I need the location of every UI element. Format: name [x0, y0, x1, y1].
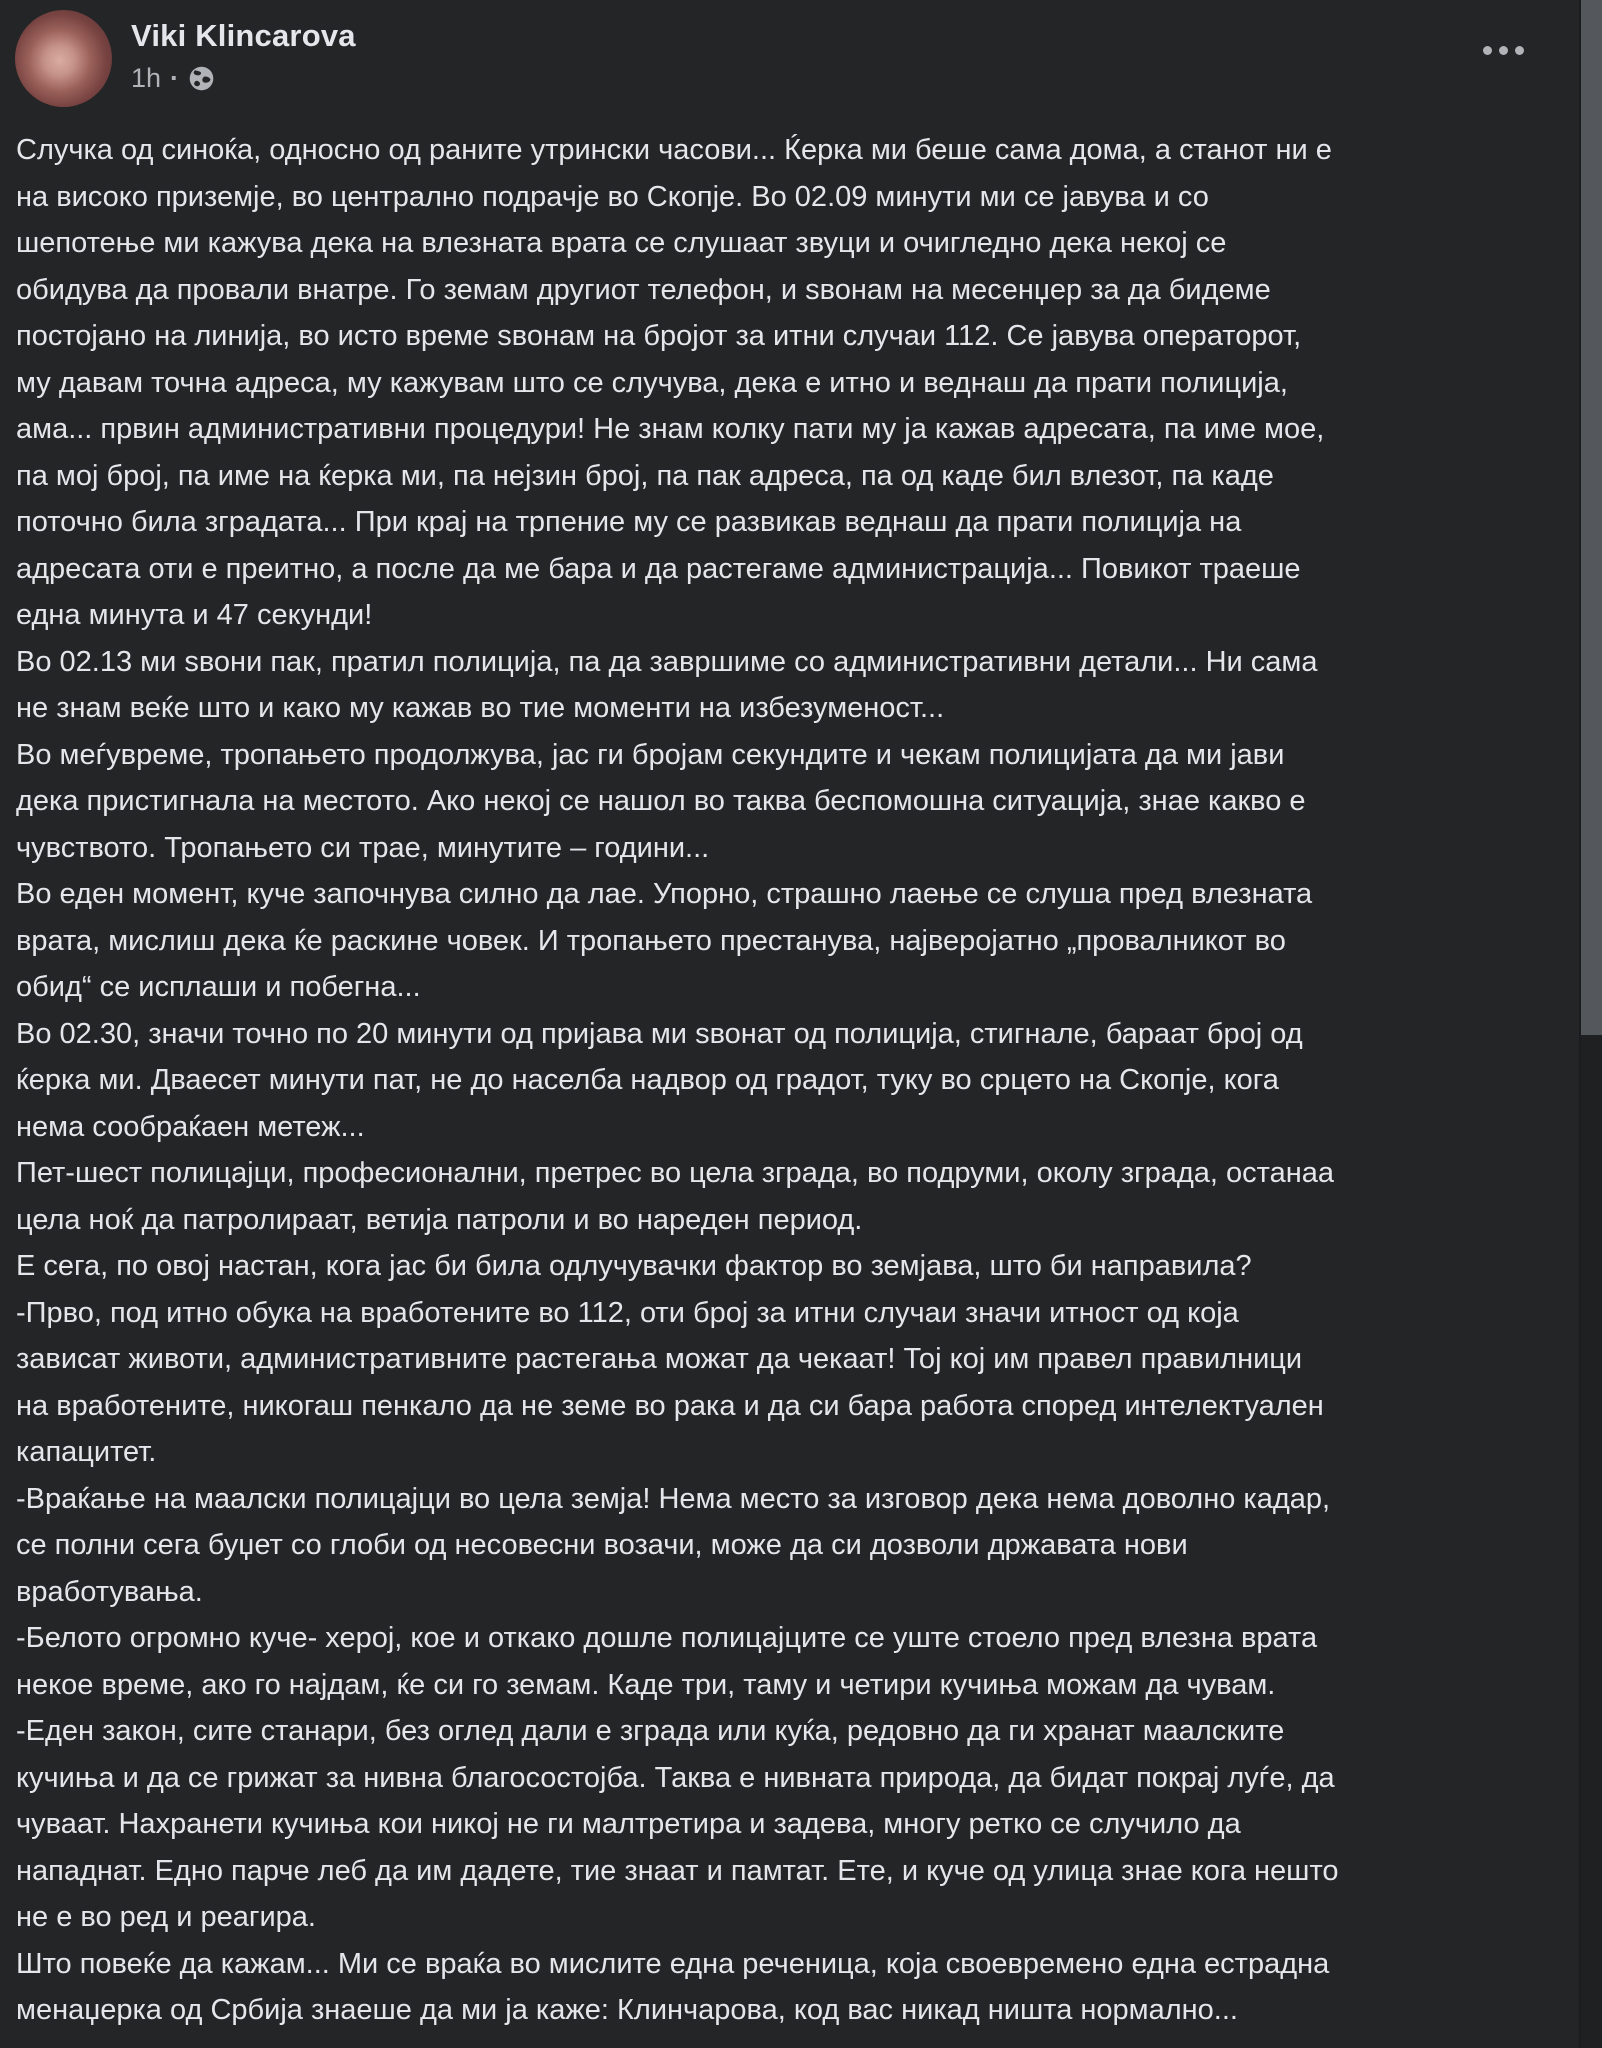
- more-options-button[interactable]: [1472, 28, 1534, 72]
- avatar[interactable]: [15, 10, 112, 107]
- scrollbar-thumb[interactable]: [1581, 0, 1602, 1035]
- meta-separator: ·: [170, 63, 180, 93]
- author-name[interactable]: Viki Klincarova: [131, 18, 356, 53]
- timestamp[interactable]: 1h: [131, 63, 162, 93]
- three-dots-icon: [1483, 46, 1492, 55]
- post-text: Случка од синоќа, односно од раните утрински часови... Ќерка ми беше сама дома, а станот ни е на високо приземје, во централно подрачје во Скопје. Во 02.09 минути ми се јавува и со шепотење ми кажува дека на влезната врата се слушаат звуци и очигледно дека некој се обидува да провали внатре. Го земам другиот телефон, и ѕвонам на месенџер за да бидеме постојано на линија, во исто време ѕвонам на бројот за итни случаи 112. Се јавува операторот, му давам точна адреса, му кажувам што се случува, дека е итно и веднаш да прати полиција, ама... првин административни процедури! Не знам колку пати му ја кажав адресата, па име мое, па мој број, па име на ќерка ми, па нејзин број, па пак адреса, па од каде бил влезот, па каде поточно била зградата... При крај на трпение му се развикав веднаш да прати полиција на адресата оти е преитно, а после да ме бара и да растегаме администрација... Повикот траеше една минута и 47 секунди! Во 02.13 ми ѕвони пак, пратил полиција, па да завршиме со административни детали... Ни сама не знам веќе што и како му кажав во тие моменти на избезуменост... Во меѓувреме, тропањето продолжува, јас ги бројам секундите и чекам полицијата да ми јави дека пристигнала на местото. Ако некој се нашол во таква беспомошна ситуација, знае какво е чувството. Тропањето си трае, минутите – години... Во еден момент, куче започнува силно да лае. Упорно, страшно лаење се слуша пред влезната врата, мислиш дека ќе раскине човек. И тропањето престанува, најверојатно „провалникот во обид“ се исплаши и побегна... Во 02.30, значи точно по 20 минути од пријава ми ѕвонат од полиција, стигнале, бараат број од ќерка ми. Дваесет минути пат, не до населба надвор од градот, туку во срцето на Скопје, кога нема сообраќаен метеж... Пет-шест полицајци, професионални, претрес во цела зграда, во подруми, околу зграда, останаа цела ноќ да патролираат, ветија патроли и во нареден период. Е сега, по овој настан, кога јас би била одлучувачки фактор во земјава, што би направила? -Прво, под итно обука на вработените во 112, оти број за итни случаи значи итност од која зависат животи, административните растегања можат да чекаат! Тој кој им правел правилници на вработените, никогаш пенкало да не земе во рака и да си бара работа според интелектуален капацитет. -Враќање на маалски полицајци во цела земја! Нема место за изговор дека нема доволно кадар, се полни сега буџет со глоби од несовесни возачи, може да си дозволи државата нови вработувања. -Белото огромно куче- херој, кое и откако дошле полицајците се уште стоело пред влезна врата некое време, ако го најдам, ќе си го земам. Каде три, таму и четири кучиња можам да чувам. -Еден закон, сите станари, без оглед дали е зграда или куќа, редовно да ги хранат маалските кучиња и да се грижат за нивна благосостојба. Таква е нивната природа, да бидат покрај луѓе, да чуваат. Нахранети кучиња кои никој не ги малтретира и задева, многу ретко се случило да нападнат. Едно парче леб да им дадете, тие знаат и памтат. Ете, и куче од улица знае кога нешто не е во ред и реагира. Што повеќе да кажам... Ми се враќа во мислите една реченица, која своевремено една естрадна менаџерка од Србија знаеше да ми ја каже: Клинчарова, код вас никад ништа нормално...: [16, 134, 1339, 2026]
- post-meta: [131, 63, 356, 93]
- globe-icon: [188, 65, 215, 92]
- scrollbar-track[interactable]: [1579, 0, 1602, 2048]
- post-header-text: [131, 10, 356, 93]
- post-header: [0, 0, 1602, 107]
